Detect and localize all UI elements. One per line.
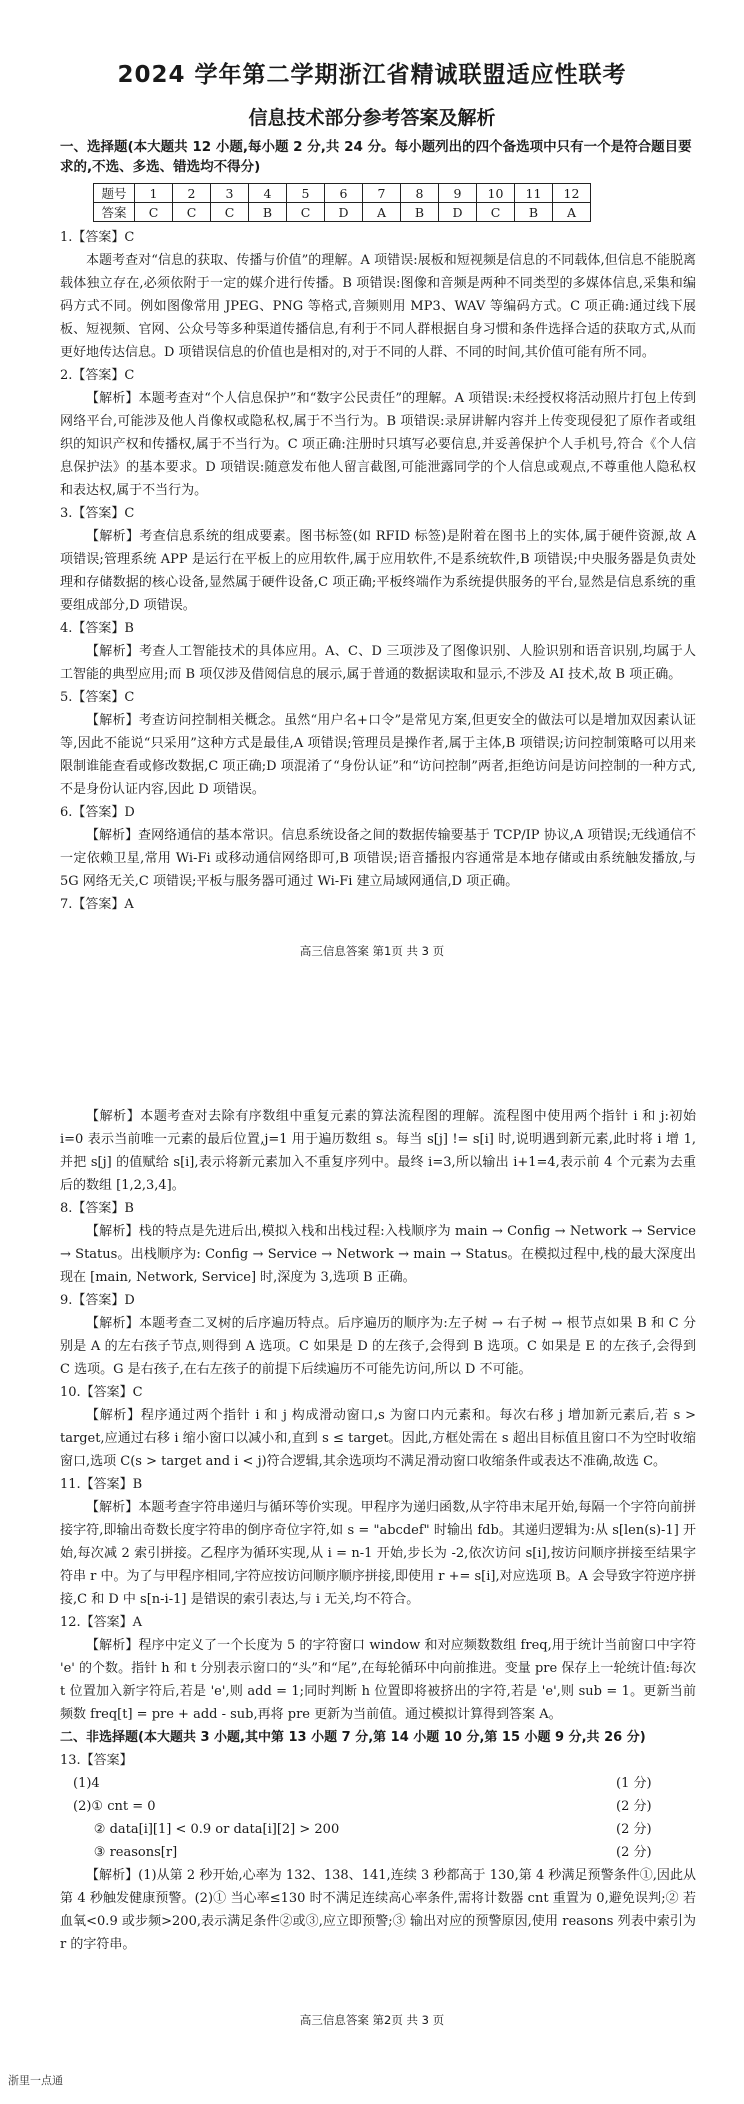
answer-label: 3.【答案】C bbox=[60, 506, 135, 521]
answer-table-cell: C bbox=[211, 203, 249, 222]
answer-line-text: ② data[i][1] < 0.9 or data[i][2] > 200 bbox=[93, 1822, 340, 1837]
answer-table-cell: D bbox=[325, 203, 363, 222]
answer-table-cell: 4 bbox=[249, 184, 287, 203]
answer-line-score: (1 分) bbox=[616, 1776, 652, 1791]
page-2-body bbox=[60, 1105, 696, 1956]
answer-table-cell: 1 bbox=[135, 184, 173, 203]
answer-table-cell: 9 bbox=[439, 184, 477, 203]
answer-line-score: (2 分) bbox=[616, 1845, 652, 1860]
answer-table-cell: B bbox=[249, 203, 287, 222]
page-title: 2024 学年第二学期浙江省精诚联盟适应性联考 bbox=[117, 62, 627, 88]
answer-label: 4.【答案】B bbox=[60, 621, 134, 636]
answer-label: 6.【答案】D bbox=[60, 805, 135, 820]
answer-table-row-label: 答案 bbox=[94, 203, 135, 222]
answer-label: 5.【答案】C bbox=[60, 690, 135, 705]
answer-table-answer-row bbox=[94, 203, 591, 222]
answer-line-text: (1)4 bbox=[73, 1776, 100, 1791]
analysis-text: 【解析】考查信息系统的组成要素。图书标签(如 RFID 标签)是附着在图书上的实体,属于硬件资源,故 A 项错误;管理系统 APP 是运行在平板上的应用软件,属于应用软件,不是系统软件,B 项错误;中央服务器是负责处理和存储数据的核心设备,显然属于硬件设备,C 项正确;平板终端作为系统提供服务的平台,显然是信息系统的重要组成部分,D 项错误。 bbox=[60, 529, 696, 613]
answer-table-cell: 12 bbox=[553, 184, 591, 203]
answer-table-cell: 11 bbox=[515, 184, 553, 203]
answer-table-cell: 8 bbox=[401, 184, 439, 203]
answer-line bbox=[60, 1818, 696, 1841]
page-footer: 高三信息答案 第1页 共 3 页 bbox=[299, 944, 445, 958]
answer-line bbox=[60, 1772, 696, 1795]
answer-table-cell: C bbox=[477, 203, 515, 222]
answer-label: 1.【答案】C bbox=[60, 230, 135, 245]
answer-table-cell: B bbox=[401, 203, 439, 222]
page-2 bbox=[0, 1095, 744, 2095]
analysis-text: 【解析】本题考查对“个人信息保护”和“数字公民责任”的理解。A 项错误:未经授权将活动照片打包上传到网络平台,可能涉及他人肖像权或隐私权,属于不当行为。B 项错误:录屏讲解内容并上传变现侵犯了原作者或组织的知识产权和传播权,属于不当行为。C 项正确:注册时只填写必要信息,并妥善保护个人手机号,符合《个人信息保护法》的基本要求。D 项错误:随意发布他人留言截图,可能泄露同学的个人信息或观点,不尊重他人隐私权和表达权,属于不当行为。 bbox=[60, 391, 696, 498]
analysis-text: 【解析】本题考查对去除有序数组中重复元素的算法流程图的理解。流程图中使用两个指针 i 和 j:初始 i=0 表示当前唯一元素的最后位置,j=1 用于遍历数组 s。每当 s[j] != s[i] 时,说明遇到新元素,此时将 i 增 1,并把 s[j] 的值赋给 s[i],表示将新元素加入不重复序列中。最终 i=3,所以输出 i+1=4,表示前 4 个元素为去重后的数组 [1,2,3,4]。 bbox=[60, 1109, 696, 1193]
answer-line bbox=[60, 1841, 696, 1864]
answer-table-cell: C bbox=[287, 203, 325, 222]
analysis-text: 【解析】本题考查二叉树的后序遍历特点。后序遍历的顺序为:左子树 → 右子树 → 根节点如果 B 和 C 分别是 A 的左右孩子节点,则得到 A 选项。C 如果是 D 的左孩子,会得到 B 选项。C 如果是 E 的左孩子,会得到 C 选项。G 是右孩子,在右左孩子的前提下后续遍历不可能先访问,所以 D 不可能。 bbox=[60, 1316, 696, 1377]
answer-table-cell: 7 bbox=[363, 184, 401, 203]
answer-table-number-row bbox=[94, 184, 591, 203]
answer-label: 8.【答案】B bbox=[60, 1201, 134, 1216]
analysis-text: 【解析】考查人工智能技术的具体应用。A、C、D 三项涉及了图像识别、人脸识别和语音识别,均属于人工智能的典型应用;而 B 项仅涉及借阅信息的展示,属于普通的数据读取和显示,不涉及 AI 技术,故 B 项正确。 bbox=[60, 644, 696, 682]
answer-label: 11.【答案】B bbox=[60, 1477, 143, 1492]
answer-table-cell: A bbox=[553, 203, 591, 222]
watermark: 浙里一点通 bbox=[8, 2074, 63, 2087]
analysis-text: 【解析】栈的特点是先进后出,模拟入栈和出栈过程:入栈顺序为 main → Config → Network → Service → Status。出栈顺序为: Config → Service → Network → main → Status。在模拟过程中,栈的最大深度出现在 [main, Network, Service] 时,深度为 3,选项 B 正确。 bbox=[60, 1224, 696, 1285]
analysis-text: 【解析】本题考查字符串递归与循环等价实现。甲程序为递归函数,从字符串末尾开始,每隔一个字符向前拼接字符,即输出奇数长度字符串的倒序奇位字符,如 s = "abcdef" 时输出 fdb。其递归逻辑为:从 s[len(s)-1] 开始,每次减 2 索引拼接。乙程序为循环实现,从 i = n-1 开始,步长为 -2,依次访问 s[i],按访问顺序拼接至结果字符串 r 中。为了与甲程序相同,字符应按访问顺序顺序拼接,即使用 r += s[i],对应选项 B。A 会导致字符逆序拼接,C 和 D 中 s[n-i-1] 是错误的索引表达,与 i 无关,均不符合。 bbox=[60, 1500, 696, 1607]
analysis-text: 【解析】程序中定义了一个长度为 5 的字符窗口 window 和对应频数数组 freq,用于统计当前窗口中字符 'e' 的个数。指针 h 和 t 分别表示窗口的“头”和“尾”,在每轮循环中向前推进。变量 pre 保存上一轮统计值:每次 t 位置加入新字符后,若是 'e',则 add = 1;同时判断 h 位置即将被挤出的字符,若是 'e',则 sub = 1。更新当前频数 freq[t] = pre + add - sub,再将 pre 更新为当前值。通过模拟计算得到答案 A。 bbox=[60, 1638, 696, 1722]
answer-table-cell: C bbox=[135, 203, 173, 222]
answer-label: 13.【答案】 bbox=[60, 1753, 133, 1768]
section-2-heading: 二、非选择题(本大题共 3 小题,其中第 13 小题 7 分,第 14 小题 10 分,第 15 小题 9 分,共 26 分) bbox=[60, 1730, 646, 1745]
analysis-text: 【解析】(1)从第 2 秒开始,心率为 132、138、141,连续 3 秒都高于 130,第 4 秒满足预警条件①,因此从第 4 秒触发健康预警。(2)① 当心率≤130 时不满足连续高心率条件,需将计数器 cnt 重置为 0,避免误判;② 若血氧<0.9 或步频>200,表示满足条件②或③,应立即预警;③ 输出对应的预警原因,使用 reasons 列表中索引为 r 的字符串。 bbox=[60, 1868, 696, 1952]
analysis-text: 【解析】程序通过两个指针 i 和 j 构成滑动窗口,s 为窗口内元素和。每次右移 j 增加新元素后,若 s > target,应通过右移 i 缩小窗口以减小和,直到 s ≤ target。因此,方框处需在 s 超出目标值且窗口不为空时收缩窗口,选项 C(s > target and i < j)符合逻辑,其余选项均不满足滑动窗口收缩条件或表达不准确,故选 C。 bbox=[60, 1408, 696, 1469]
answer-line-score: (2 分) bbox=[616, 1822, 652, 1837]
answer-table-cell: 6 bbox=[325, 184, 363, 203]
answer-table-cell: B bbox=[515, 203, 553, 222]
answer-table-cell: D bbox=[439, 203, 477, 222]
answer-line-text: ③ reasons[r] bbox=[93, 1845, 178, 1860]
answer-table-cell: C bbox=[173, 203, 211, 222]
answer-label: 2.【答案】C bbox=[60, 368, 135, 383]
answer-label: 10.【答案】C bbox=[60, 1385, 143, 1400]
answer-line-text: (2)① cnt = 0 bbox=[73, 1799, 156, 1814]
answer-table bbox=[93, 183, 591, 222]
answer-table-cell: 3 bbox=[211, 184, 249, 203]
page-1-body bbox=[60, 226, 696, 916]
analysis-text: 本题考查对“信息的获取、传播与价值”的理解。A 项错误:展板和短视频是信息的不同载体,但信息不能脱离载体独立存在,必须依附于一定的媒介进行传播。B 项错误:图像和音频是两种不同类型的多媒体信息,采集和编码方式不同。例如图像常用 JPEG、PNG 等格式,音频则用 MP3、WAV 等编码方式。C 项正确:通过线下展板、短视频、官网、公众号等多种渠道传播信息,有利于不同人群根据自身习惯和条件选择合适的获取方式,从而更好地传达信息。D 项错误信息的价值也是相对的,对于不同的人群、不同的时间,其价值可能有所不同。 bbox=[60, 253, 696, 360]
page-1 bbox=[0, 0, 744, 965]
answer-line bbox=[60, 1795, 696, 1818]
page-footer: 高三信息答案 第2页 共 3 页 bbox=[299, 2013, 445, 2027]
answer-table-cell: A bbox=[363, 203, 401, 222]
analysis-text: 【解析】考查访问控制相关概念。虽然“用户名+口令”是常见方案,但更安全的做法可以是增加双因素认证等,因此不能说“只采用”这种方式是最佳,A 项错误;管理员是操作者,属于主体,B 项错误;访问控制策略可以用来限制谁能查看或修改数据,C 项正确;D 项混淆了“身份认证”和“访问控制”两者,拒绝访问是访问控制的一种方式,不是身份认证内容,因此 D 项错误。 bbox=[60, 713, 696, 797]
answer-table-cell: 10 bbox=[477, 184, 515, 203]
answer-label: 7.【答案】A bbox=[60, 897, 134, 912]
answer-label: 12.【答案】A bbox=[60, 1615, 143, 1630]
answer-label: 9.【答案】D bbox=[60, 1293, 135, 1308]
analysis-text: 【解析】查网络通信的基本常识。信息系统设备之间的数据传输要基于 TCP/IP 协议,A 项错误;无线通信不一定依赖卫星,常用 Wi-Fi 或移动通信网络即可,B 项错误;语音播报内容通常是本地存储或由系统触发播放,与 5G 网络无关,C 项错误;平板与服务器可通过 Wi-Fi 建立局域网通信,D 项正确。 bbox=[60, 828, 696, 889]
section-1-heading: 一、选择题(本大题共 12 小题,每小题 2 分,共 24 分。每小题列出的四个备选项中只有一个是符合题目要求的,不选、多选、错选均不得分) bbox=[60, 139, 692, 175]
answer-table-row-label: 题号 bbox=[94, 184, 135, 203]
answer-line-score: (2 分) bbox=[616, 1799, 652, 1814]
page-subtitle: 信息技术部分参考答案及解析 bbox=[248, 107, 496, 129]
answer-table-cell: 5 bbox=[287, 184, 325, 203]
answer-table-cell: 2 bbox=[173, 184, 211, 203]
